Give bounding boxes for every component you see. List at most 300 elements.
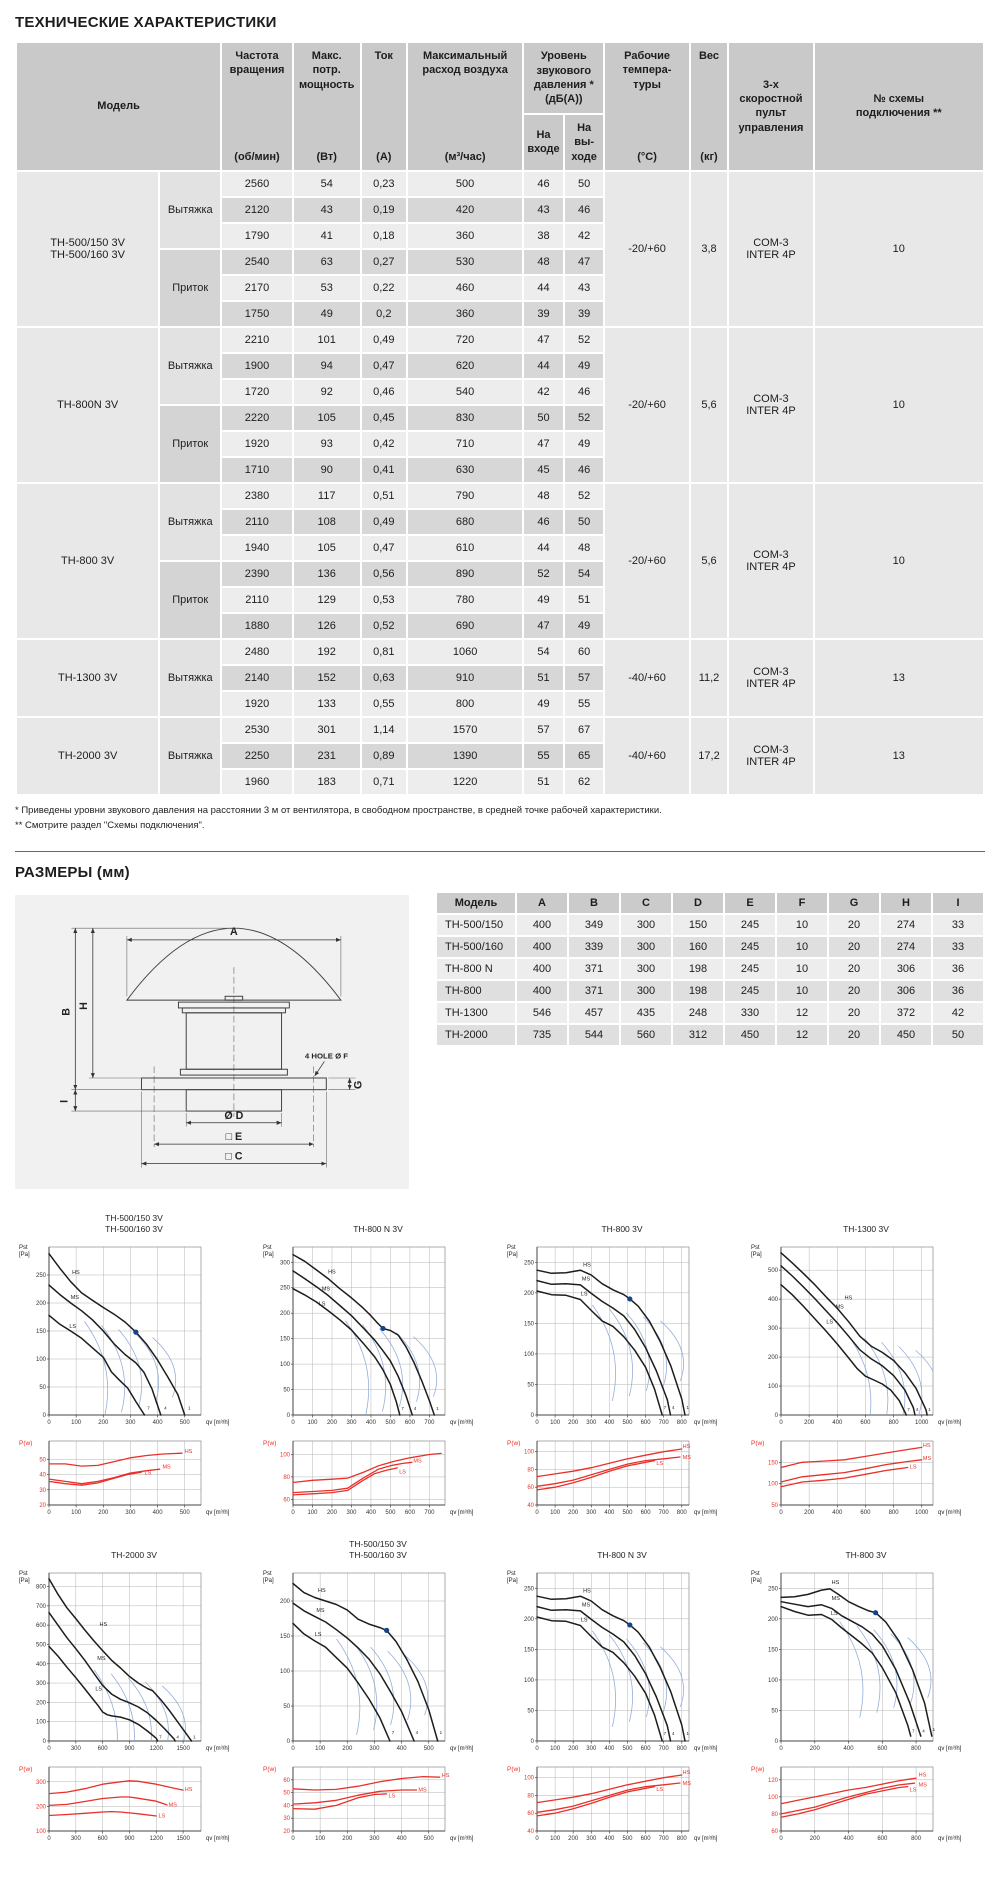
- value-cell: 49: [523, 691, 564, 717]
- svg-text:P(w): P(w): [19, 1440, 33, 1448]
- svg-text:400: 400: [365, 1420, 376, 1427]
- model-cell: TH-800N 3V: [16, 327, 159, 483]
- temperature-cell: -20/+60: [604, 327, 689, 483]
- value-cell: 360: [407, 223, 523, 249]
- svg-text:qv [m³/h]: qv [m³/h]: [206, 1836, 230, 1843]
- value-cell: 1570: [407, 717, 523, 743]
- power-chart-8: [747, 1759, 985, 1849]
- value-cell: 0,55: [361, 691, 407, 717]
- svg-text:150: 150: [279, 1336, 290, 1343]
- dim-label-i: I: [58, 1100, 71, 1104]
- svg-text:0: 0: [530, 1739, 534, 1746]
- dims-model-cell: TH-1300: [436, 1002, 516, 1024]
- svg-text:LS: LS: [399, 1469, 406, 1476]
- dims-value-cell: 33: [932, 936, 984, 958]
- svg-text:MS: MS: [413, 1458, 422, 1465]
- value-cell: 183: [293, 769, 361, 795]
- value-cell: 0,49: [361, 327, 407, 353]
- scheme-cell: 10: [814, 483, 984, 639]
- svg-text:700: 700: [658, 1510, 669, 1517]
- svg-text:1: 1: [187, 1405, 191, 1411]
- svg-text:400: 400: [152, 1420, 163, 1427]
- dims-row: [436, 958, 984, 980]
- value-cell: 610: [407, 535, 523, 561]
- svg-text:7: 7: [663, 1405, 667, 1411]
- svg-text:1: 1: [436, 1406, 439, 1412]
- dims-model-cell: TH-500/160: [436, 936, 516, 958]
- svg-text:150: 150: [523, 1647, 534, 1654]
- svg-text:[Pa]: [Pa]: [751, 1578, 762, 1585]
- svg-text:600: 600: [97, 1746, 108, 1753]
- svg-text:HS: HS: [184, 1787, 193, 1794]
- dims-row: [436, 980, 984, 1002]
- dims-value-cell: 248: [672, 1002, 724, 1024]
- svg-text:500: 500: [622, 1510, 633, 1517]
- value-cell: 0,47: [361, 353, 407, 379]
- svg-text:LS: LS: [318, 1301, 326, 1308]
- dims-value-cell: 42: [932, 1002, 984, 1024]
- value-cell: 0,23: [361, 171, 407, 197]
- chart-title: TH-800 3V: [845, 1550, 887, 1561]
- section-divider: [15, 851, 985, 852]
- svg-text:HS: HS: [844, 1296, 853, 1303]
- pressure-chart-3: [503, 1237, 741, 1433]
- value-cell: 2140: [221, 665, 293, 691]
- svg-text:300: 300: [586, 1746, 597, 1753]
- value-cell: 117: [293, 483, 361, 509]
- svg-text:500: 500: [35, 1642, 46, 1649]
- svg-text:HS: HS: [441, 1773, 450, 1780]
- dims-model-cell: TH-500/150: [436, 914, 516, 936]
- svg-text:100: 100: [523, 1775, 534, 1782]
- scheme-cell: 13: [814, 717, 984, 795]
- svg-text:0: 0: [535, 1836, 539, 1843]
- value-cell: 57: [523, 717, 564, 743]
- weight-cell: 5,6: [690, 327, 729, 483]
- svg-text:300: 300: [70, 1836, 81, 1843]
- dims-col-h: H: [880, 892, 932, 914]
- svg-text:200: 200: [35, 1804, 46, 1811]
- svg-text:0: 0: [774, 1739, 778, 1746]
- model-cell: TH-2000 3V: [16, 717, 159, 795]
- svg-text:40: 40: [527, 1503, 534, 1510]
- svg-text:300: 300: [125, 1510, 136, 1517]
- footnote-1: * Приведены уровни звукового давления на расстоянии 3 м от вентилятора, в свободном пространстве, в средней точке рабочей характеристики.: [15, 804, 662, 816]
- value-cell: 53: [293, 275, 361, 301]
- svg-text:MS: MS: [162, 1464, 171, 1471]
- svg-text:LS: LS: [69, 1324, 77, 1331]
- svg-text:700: 700: [35, 1604, 46, 1611]
- value-cell: 2530: [221, 717, 293, 743]
- svg-text:400: 400: [843, 1746, 854, 1753]
- value-cell: 830: [407, 405, 523, 431]
- value-cell: 42: [564, 223, 605, 249]
- svg-text:LS: LS: [830, 1611, 838, 1618]
- value-cell: 1790: [221, 223, 293, 249]
- chart-title: TH-800 N 3V: [597, 1550, 647, 1561]
- svg-text:100: 100: [307, 1420, 318, 1427]
- svg-text:250: 250: [767, 1586, 778, 1593]
- value-cell: 2110: [221, 509, 293, 535]
- svg-text:400: 400: [365, 1510, 376, 1517]
- dims-col-i: I: [932, 892, 984, 914]
- svg-text:qv [m³/h]: qv [m³/h]: [938, 1746, 962, 1753]
- chart-panel: [747, 1537, 985, 1849]
- svg-text:400: 400: [832, 1510, 843, 1517]
- svg-text:LS: LS: [826, 1319, 834, 1326]
- svg-text:600: 600: [35, 1623, 46, 1630]
- svg-text:LS: LS: [580, 1291, 588, 1298]
- chart-panel: [15, 1211, 253, 1523]
- dims-value-cell: 735: [516, 1024, 568, 1046]
- dims-value-cell: 371: [568, 980, 620, 1002]
- dims-col-c: C: [620, 892, 672, 914]
- svg-text:80: 80: [771, 1812, 778, 1819]
- value-cell: 136: [293, 561, 361, 587]
- svg-text:4: 4: [915, 1407, 919, 1413]
- svg-text:4: 4: [671, 1405, 675, 1411]
- svg-text:1500: 1500: [176, 1836, 190, 1843]
- dims-value-cell: 33: [932, 914, 984, 936]
- svg-text:0: 0: [291, 1420, 295, 1427]
- value-cell: 0,2: [361, 301, 407, 327]
- svg-text:400: 400: [832, 1420, 843, 1427]
- svg-text:50: 50: [283, 1387, 290, 1394]
- svg-text:LS: LS: [95, 1686, 103, 1693]
- value-cell: 51: [564, 587, 605, 613]
- svg-text:200: 200: [35, 1301, 46, 1308]
- power-chart-1: [15, 1433, 253, 1523]
- spec-row: [16, 717, 984, 743]
- value-cell: 0,56: [361, 561, 407, 587]
- dims-col-b: B: [568, 892, 620, 914]
- dims-value-cell: 400: [516, 958, 568, 980]
- chart-panel: [503, 1211, 741, 1523]
- svg-text:250: 250: [523, 1586, 534, 1593]
- value-cell: 192: [293, 639, 361, 665]
- dim-label-e: □ E: [225, 1131, 243, 1144]
- col-sound: Уровень звукового давления * (дБ(А)): [523, 42, 604, 114]
- value-cell: 47: [523, 613, 564, 639]
- col-weight: Вес (кг): [690, 42, 729, 171]
- svg-text:600: 600: [640, 1510, 651, 1517]
- value-cell: 108: [293, 509, 361, 535]
- col-speed: Частота вращения (об/мин): [221, 42, 293, 171]
- svg-text:300: 300: [70, 1746, 81, 1753]
- svg-text:0: 0: [535, 1420, 539, 1427]
- svg-text:500: 500: [385, 1420, 396, 1427]
- value-cell: 2120: [221, 197, 293, 223]
- pressure-chart-5: [15, 1563, 253, 1759]
- scheme-cell: 10: [814, 327, 984, 483]
- value-cell: 105: [293, 405, 361, 431]
- value-cell: 105: [293, 535, 361, 561]
- value-cell: 1960: [221, 769, 293, 795]
- value-cell: 1390: [407, 743, 523, 769]
- svg-text:0: 0: [779, 1836, 783, 1843]
- value-cell: 93: [293, 431, 361, 457]
- svg-text:20: 20: [39, 1503, 46, 1510]
- svg-text:600: 600: [860, 1510, 871, 1517]
- dim-label-b: B: [60, 1008, 73, 1017]
- mode-cell: Вытяжка: [159, 717, 221, 795]
- value-cell: 39: [564, 301, 605, 327]
- dims-value-cell: 150: [672, 914, 724, 936]
- value-cell: 2220: [221, 405, 293, 431]
- mode-cell: Приток: [159, 249, 221, 327]
- drawing-background: [15, 895, 409, 1189]
- svg-text:7: 7: [147, 1405, 150, 1411]
- svg-text:200: 200: [804, 1420, 815, 1427]
- value-cell: 43: [564, 275, 605, 301]
- dim-label-a: A: [230, 926, 238, 939]
- value-cell: 0,89: [361, 743, 407, 769]
- svg-text:HS: HS: [682, 1444, 691, 1451]
- dims-value-cell: 10: [776, 980, 828, 1002]
- svg-text:40: 40: [283, 1803, 290, 1810]
- svg-text:100: 100: [35, 1357, 46, 1364]
- value-cell: 530: [407, 249, 523, 275]
- svg-text:300: 300: [586, 1420, 597, 1427]
- chart-title: TH-800 N 3V: [353, 1224, 403, 1235]
- value-cell: 0,53: [361, 587, 407, 613]
- value-cell: 52: [564, 405, 605, 431]
- svg-text:500: 500: [423, 1836, 434, 1843]
- value-cell: 50: [564, 171, 605, 197]
- svg-text:1: 1: [439, 1730, 443, 1736]
- svg-text:800: 800: [888, 1420, 899, 1427]
- value-cell: 51: [523, 769, 564, 795]
- svg-text:700: 700: [658, 1746, 669, 1753]
- svg-text:LS: LS: [656, 1787, 664, 1794]
- svg-text:500: 500: [622, 1420, 633, 1427]
- svg-text:200: 200: [326, 1420, 337, 1427]
- svg-text:LS: LS: [909, 1788, 917, 1795]
- svg-text:800: 800: [35, 1584, 46, 1591]
- svg-text:300: 300: [586, 1836, 597, 1843]
- svg-text:80: 80: [527, 1793, 534, 1800]
- svg-text:P(w): P(w): [751, 1766, 765, 1774]
- col-sound-outlet: На вы- ходе: [564, 114, 605, 171]
- svg-text:50: 50: [39, 1385, 46, 1392]
- svg-text:0: 0: [47, 1836, 51, 1843]
- svg-text:200: 200: [342, 1836, 353, 1843]
- svg-text:100: 100: [523, 1352, 534, 1359]
- pressure-chart-2: [259, 1237, 497, 1433]
- svg-text:Pst: Pst: [507, 1245, 516, 1252]
- svg-text:60: 60: [283, 1778, 290, 1785]
- value-cell: 43: [293, 197, 361, 223]
- svg-text:400: 400: [604, 1746, 615, 1753]
- temperature-cell: -40/+60: [604, 717, 689, 795]
- svg-text:qv [m³/h]: qv [m³/h]: [938, 1420, 962, 1427]
- spec-row: [16, 327, 984, 353]
- svg-text:50: 50: [527, 1708, 534, 1715]
- svg-text:0: 0: [42, 1739, 46, 1746]
- svg-text:700: 700: [424, 1510, 435, 1517]
- dims-value-cell: 450: [724, 1024, 776, 1046]
- svg-text:30: 30: [283, 1816, 290, 1823]
- svg-text:LS: LS: [656, 1461, 664, 1468]
- svg-text:HS: HS: [317, 1588, 326, 1595]
- value-cell: 126: [293, 613, 361, 639]
- value-cell: 62: [564, 769, 605, 795]
- value-cell: 2170: [221, 275, 293, 301]
- svg-text:400: 400: [767, 1297, 778, 1304]
- pressure-chart-7: [503, 1563, 741, 1759]
- svg-text:Pst: Pst: [263, 1571, 272, 1578]
- svg-text:0: 0: [291, 1510, 295, 1517]
- svg-text:[Pa]: [Pa]: [263, 1578, 274, 1585]
- value-cell: 1940: [221, 535, 293, 561]
- value-cell: 52: [523, 561, 564, 587]
- svg-text:100: 100: [550, 1420, 561, 1427]
- value-cell: 47: [564, 249, 605, 275]
- dims-model-cell: TH-800: [436, 980, 516, 1002]
- chart-title: TH-1300 3V: [843, 1224, 889, 1235]
- mode-cell: Вытяжка: [159, 483, 221, 561]
- value-cell: 152: [293, 665, 361, 691]
- svg-text:4: 4: [922, 1728, 925, 1734]
- chart-panel: [259, 1537, 497, 1849]
- value-cell: 129: [293, 587, 361, 613]
- svg-text:200: 200: [98, 1510, 109, 1517]
- value-cell: 0,45: [361, 405, 407, 431]
- dim-label-d: Ø D: [224, 1110, 244, 1123]
- svg-text:200: 200: [279, 1311, 290, 1318]
- value-cell: 2480: [221, 639, 293, 665]
- value-cell: 43: [523, 197, 564, 223]
- value-cell: 44: [523, 275, 564, 301]
- svg-text:200: 200: [279, 1599, 290, 1606]
- svg-text:600: 600: [860, 1420, 871, 1427]
- specs-section-title: ТЕХНИЧЕСКИЕ ХАРАКТЕРИСТИКИ: [15, 14, 277, 31]
- value-cell: 0,46: [361, 379, 407, 405]
- svg-text:400: 400: [35, 1662, 46, 1669]
- spec-row: [16, 171, 984, 197]
- value-cell: 2250: [221, 743, 293, 769]
- dims-value-cell: 330: [724, 1002, 776, 1024]
- svg-text:100: 100: [767, 1384, 778, 1391]
- dims-value-cell: 372: [880, 1002, 932, 1024]
- svg-text:500: 500: [385, 1510, 396, 1517]
- svg-text:HS: HS: [72, 1270, 80, 1277]
- dim-label-h: H: [77, 1002, 90, 1011]
- value-cell: 800: [407, 691, 523, 717]
- svg-text:100: 100: [35, 1720, 46, 1727]
- value-cell: 65: [564, 743, 605, 769]
- svg-text:P(w): P(w): [507, 1440, 521, 1448]
- power-chart-4: [747, 1433, 985, 1523]
- svg-text:120: 120: [767, 1778, 778, 1785]
- dims-value-cell: 20: [828, 958, 880, 980]
- svg-text:7: 7: [907, 1407, 910, 1413]
- svg-text:[Pa]: [Pa]: [19, 1578, 30, 1585]
- charts-grid: [15, 1211, 985, 1849]
- footnote-2: ** Смотрите раздел "Схемы подключения".: [15, 819, 205, 831]
- svg-text:LS: LS: [388, 1794, 396, 1801]
- svg-text:P(w): P(w): [263, 1766, 277, 1774]
- svg-text:600: 600: [640, 1836, 651, 1843]
- dims-col-a: A: [516, 892, 568, 914]
- svg-text:700: 700: [658, 1836, 669, 1843]
- svg-text:100: 100: [767, 1795, 778, 1802]
- value-cell: 0,27: [361, 249, 407, 275]
- svg-text:qv [m³/h]: qv [m³/h]: [694, 1420, 718, 1427]
- svg-text:300: 300: [346, 1420, 357, 1427]
- svg-text:HS: HS: [583, 1588, 591, 1595]
- svg-text:80: 80: [283, 1475, 290, 1482]
- svg-text:200: 200: [523, 1291, 534, 1298]
- svg-text:HS: HS: [918, 1772, 927, 1779]
- value-cell: 47: [523, 327, 564, 353]
- value-cell: 54: [523, 639, 564, 665]
- value-cell: 0,19: [361, 197, 407, 223]
- svg-text:300: 300: [369, 1746, 380, 1753]
- svg-text:600: 600: [404, 1420, 415, 1427]
- svg-text:0: 0: [535, 1510, 539, 1517]
- svg-text:4: 4: [413, 1406, 417, 1412]
- dims-value-cell: 300: [620, 936, 672, 958]
- svg-text:1: 1: [193, 1734, 196, 1740]
- svg-text:600: 600: [877, 1836, 888, 1843]
- svg-text:qv [m³/h]: qv [m³/h]: [450, 1836, 474, 1843]
- svg-text:500: 500: [179, 1510, 190, 1517]
- svg-text:100: 100: [71, 1420, 82, 1427]
- dims-value-cell: 10: [776, 936, 828, 958]
- svg-text:HS: HS: [922, 1443, 931, 1450]
- value-cell: 63: [293, 249, 361, 275]
- value-cell: 50: [564, 509, 605, 535]
- model-cell: TH-1300 3V: [16, 639, 159, 717]
- value-cell: 49: [523, 587, 564, 613]
- svg-text:0: 0: [47, 1746, 51, 1753]
- svg-text:0: 0: [774, 1413, 778, 1420]
- footnotes: [15, 804, 985, 833]
- col-current: Ток (А): [361, 42, 407, 171]
- svg-text:900: 900: [124, 1746, 135, 1753]
- svg-text:HS: HS: [99, 1622, 108, 1629]
- svg-text:400: 400: [843, 1836, 854, 1843]
- svg-text:400: 400: [604, 1836, 615, 1843]
- dims-value-cell: 160: [672, 936, 724, 958]
- svg-text:300: 300: [346, 1510, 357, 1517]
- dims-value-cell: 245: [724, 914, 776, 936]
- svg-text:Pst: Pst: [751, 1245, 760, 1252]
- svg-text:4: 4: [176, 1734, 179, 1740]
- svg-text:HS: HS: [583, 1262, 591, 1269]
- dims-col-d: D: [672, 892, 724, 914]
- svg-text:LS: LS: [158, 1813, 166, 1820]
- control-cell: COM-3 INTER 4P: [728, 171, 813, 327]
- svg-text:MS: MS: [418, 1787, 427, 1794]
- svg-text:0: 0: [779, 1510, 783, 1517]
- dims-row: [436, 936, 984, 958]
- svg-text:100: 100: [315, 1746, 326, 1753]
- svg-text:300: 300: [125, 1420, 136, 1427]
- value-cell: 0,49: [361, 509, 407, 535]
- svg-text:250: 250: [279, 1286, 290, 1293]
- dims-value-cell: 339: [568, 936, 620, 958]
- svg-text:qv [m³/h]: qv [m³/h]: [938, 1510, 962, 1517]
- value-cell: 0,41: [361, 457, 407, 483]
- value-cell: 67: [564, 717, 605, 743]
- value-cell: 910: [407, 665, 523, 691]
- value-cell: 48: [523, 249, 564, 275]
- value-cell: 47: [523, 431, 564, 457]
- svg-text:900: 900: [124, 1836, 135, 1843]
- chart-panel: [747, 1211, 985, 1523]
